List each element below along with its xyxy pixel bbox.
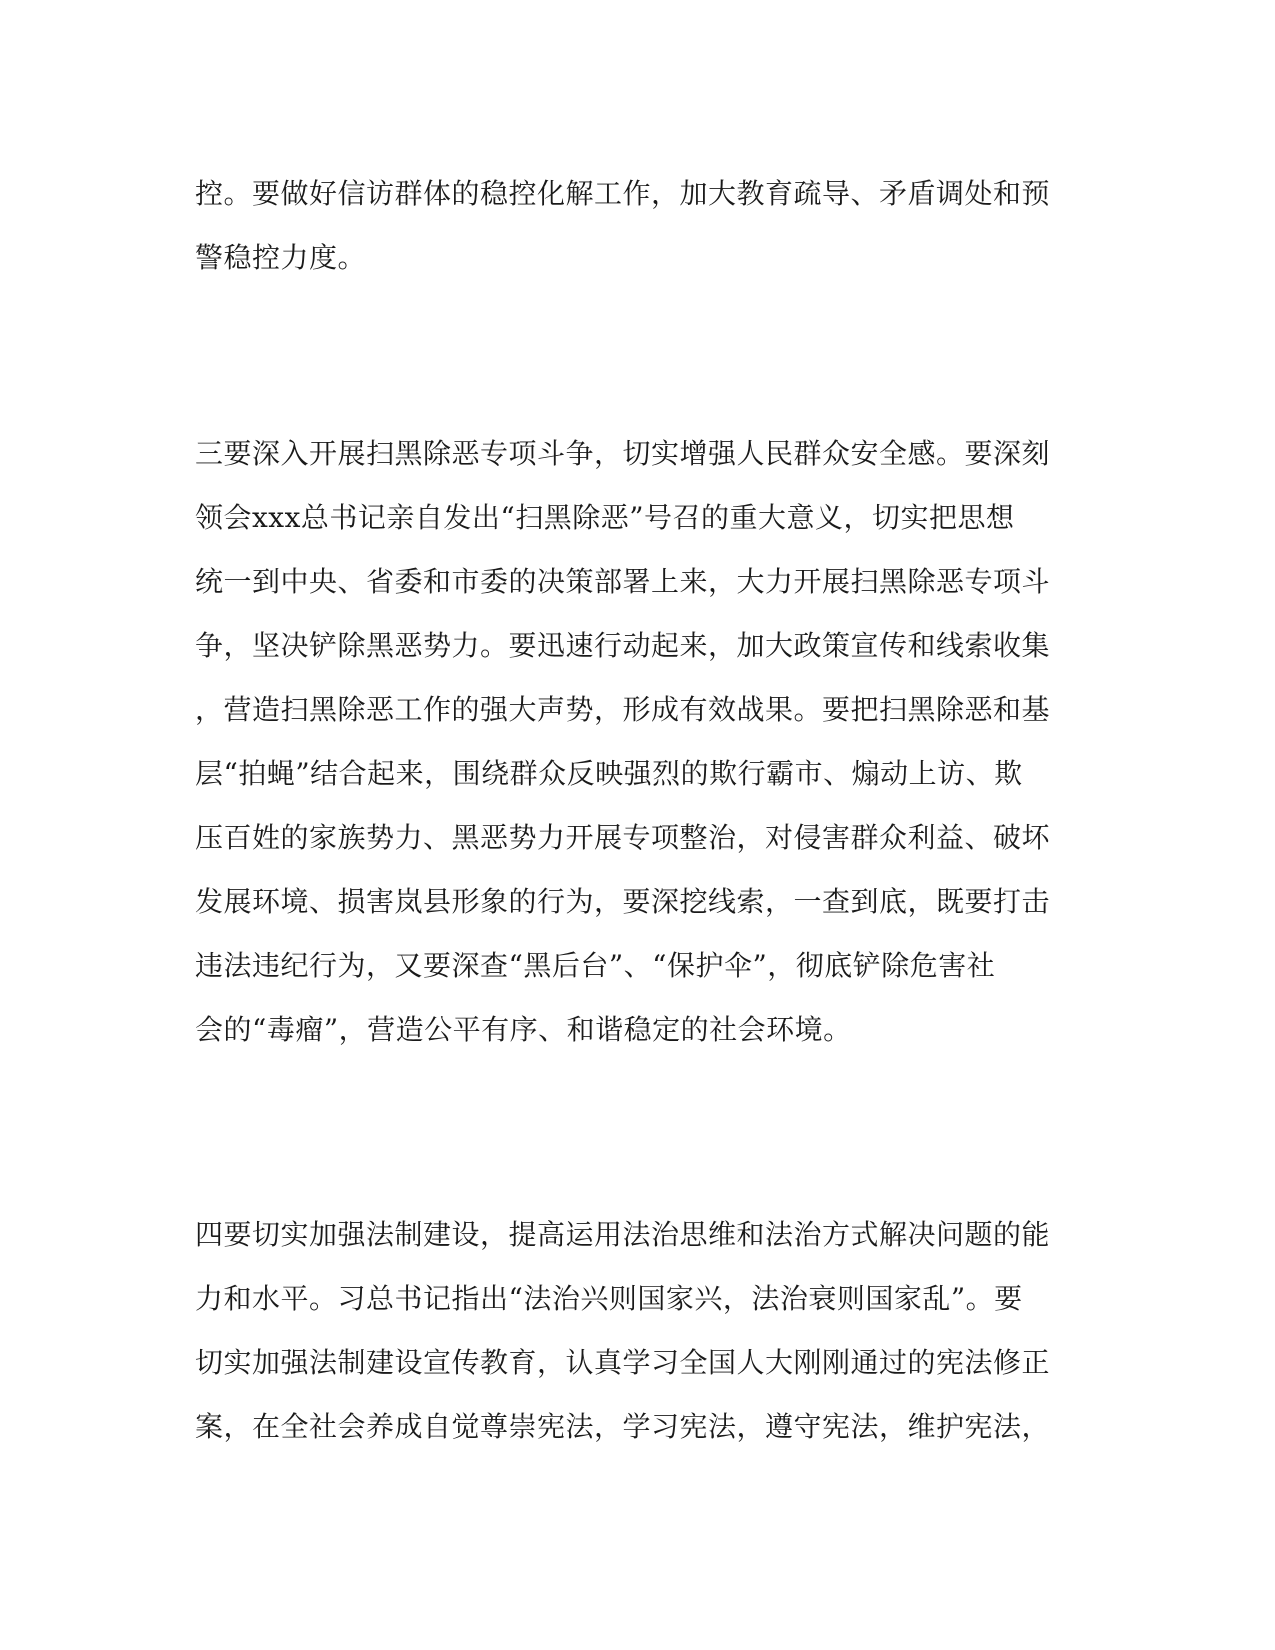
text-line: 压百姓的家族势力、黑恶势力开展专项整治，对侵害群众利益、破坏 — [195, 821, 1051, 854]
text-line: 违法违纪行为，又要深查“黑后台”、“保护伞”，彻底铲除危害社 — [195, 949, 996, 982]
text-line: 警稳控力度。 — [195, 241, 367, 274]
text-line: 四要切实加强法制建设，提高运用法治思维和法治方式解决问题的能 — [195, 1218, 1051, 1251]
text-line: 争，坚决铲除黑恶势力。要迅速行动起来，加大政策宣传和线索收集 — [195, 629, 1051, 662]
paragraph-3 — [195, 1203, 1080, 1459]
text-line: 力和水平。习总书记指出“法治兴则国家兴，法治衰则国家乱”。要 — [195, 1282, 1023, 1315]
text-line: 发展环境、损害岚县形象的行为，要深挖线索，一查到底，既要打击 — [195, 885, 1051, 918]
text-line: 控。要做好信访群体的稳控化解工作，加大教育疏导、矛盾调处和预 — [195, 177, 1051, 210]
text-line: 案，在全社会养成自觉尊崇宪法，学习宪法，遵守宪法，维护宪法， — [195, 1410, 1051, 1443]
paragraph-1 — [195, 162, 1080, 290]
text-line: 统一到中央、省委和市委的决策部署上来，大力开展扫黑除恶专项斗 — [195, 565, 1051, 598]
text-line: ，营造扫黑除恶工作的强大声势，形成有效战果。要把扫黑除恶和基 — [195, 693, 1051, 726]
text-line: 会的“毒瘤”，营造公平有序、和谐稳定的社会环境。 — [195, 1013, 852, 1046]
text-line: 三要深入开展扫黑除恶专项斗争，切实增强人民群众安全感。要深刻 — [195, 437, 1051, 470]
paragraph-2 — [195, 422, 1080, 1062]
text-line: 层“拍蝇”结合起来，围绕群众反映强烈的欺行霸市、煽动上访、欺 — [195, 757, 1023, 790]
text-line: 切实加强法制建设宣传教育，认真学习全国人大刚刚通过的宪法修正 — [195, 1346, 1051, 1379]
text-line: 领会xxx总书记亲自发出“扫黑除恶”号召的重大意义，切实把思想 — [195, 501, 1015, 534]
